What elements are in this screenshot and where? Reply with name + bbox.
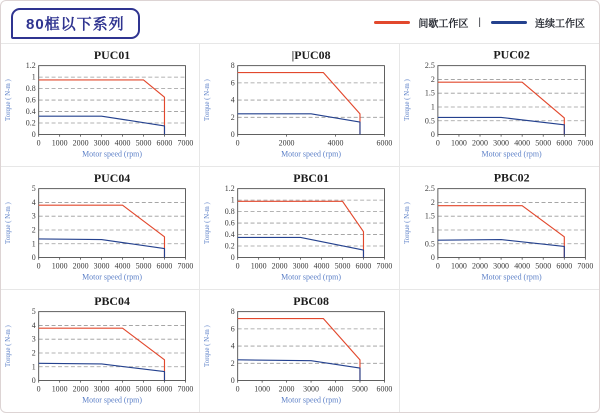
x-tick-label: 5000 (352, 384, 369, 394)
x-tick-label: 0 (236, 261, 240, 271)
chart-PBC01 (200, 167, 398, 289)
x-tick-label: 6000 (376, 384, 393, 394)
x-tick-label: 7000 (177, 261, 194, 271)
intermittent-curve (438, 82, 564, 134)
legend-separator: | (478, 17, 481, 28)
chart-title: PBC04 (94, 293, 130, 308)
intermittent-curve (39, 205, 165, 257)
x-axis-label: Motor speed (rpm) (481, 272, 542, 282)
x-tick-label: 4000 (114, 384, 131, 394)
y-tick-label: 0.8 (25, 84, 36, 94)
intermittent-curve (238, 73, 360, 135)
x-tick-label: 4000 (313, 261, 330, 271)
y-tick-label: 4 (231, 95, 236, 105)
y-tick-label: 1 (31, 362, 36, 372)
chart-grid (1, 43, 599, 412)
x-axis-label: Motor speed (rpm) (281, 272, 342, 282)
x-tick-label: 5000 (135, 138, 152, 148)
x-tick-label: 6000 (156, 138, 173, 148)
plot-border (39, 312, 186, 381)
x-axis-label: Motor speed (rpm) (481, 149, 542, 159)
x-tick-label: 7000 (177, 138, 194, 148)
continuous-curve (438, 117, 564, 134)
x-tick-label: 5000 (534, 138, 551, 148)
x-tick-label: 4000 (513, 261, 530, 271)
x-tick-label: 7000 (376, 261, 393, 271)
chart-PBC04 (1, 290, 199, 412)
y-tick-label: 3 (31, 211, 36, 221)
x-tick-label: 1000 (450, 138, 467, 148)
y-tick-label: 2 (430, 198, 435, 207)
y-tick-label: 5 (31, 307, 36, 317)
y-tick-label: 2 (430, 75, 435, 84)
x-tick-label: 2000 (471, 261, 488, 271)
y-tick-label: 8 (231, 307, 236, 317)
y-tick-label: 0.4 (25, 107, 36, 117)
chart-title: |PUC08 (291, 47, 331, 62)
chart-cell-PBC02 (400, 166, 599, 289)
x-tick-label: 3000 (292, 261, 309, 271)
continuous-curve (39, 363, 165, 380)
y-tick-label: 0.5 (424, 239, 435, 249)
plot-border (39, 189, 186, 258)
chart-title: PUC02 (493, 47, 530, 62)
chart-title: PBC01 (293, 170, 330, 185)
x-tick-label: 6000 (556, 261, 572, 271)
x-tick-label: 0 (435, 138, 440, 148)
x-tick-label: 4000 (327, 384, 344, 394)
x-tick-label: 2000 (272, 261, 288, 271)
chart-PUC01 (1, 44, 199, 166)
x-axis-label: Motor speed (rpm) (82, 149, 142, 159)
x-tick-label: 6000 (156, 384, 173, 394)
intermittent-legend-label: 间歇工作区 (418, 19, 469, 30)
x-axis-label: Motor speed (rpm) (82, 395, 142, 405)
plot-border (438, 189, 586, 258)
y-tick-label: 6 (231, 78, 236, 88)
y-tick-label: 2 (31, 225, 36, 235)
intermittent-line-swatch (374, 21, 410, 24)
y-tick-label: 0 (231, 130, 236, 140)
x-tick-label: 1000 (51, 138, 68, 148)
y-tick-label: 4 (31, 198, 36, 207)
y-tick-label: 8 (231, 61, 236, 71)
x-tick-label: 0 (236, 384, 240, 394)
x-tick-label: 0 (36, 138, 41, 148)
y-tick-label: 0.2 (25, 118, 36, 128)
chart-title: PUC04 (93, 170, 131, 185)
x-tick-label: 5000 (334, 261, 351, 271)
y-tick-label: 1.2 (25, 61, 36, 71)
x-tick-label: 7000 (577, 138, 593, 148)
y-tick-label: 0 (231, 376, 236, 386)
continuous-curve (39, 239, 165, 258)
x-tick-label: 7000 (177, 384, 194, 394)
y-axis-label: Torque ( N-m ) (204, 325, 212, 367)
x-tick-label: 1000 (51, 384, 68, 394)
y-tick-label: 1 (231, 195, 236, 205)
chart-cell-PUC01 (1, 43, 200, 166)
y-tick-label: 0.6 (25, 95, 36, 105)
x-tick-label: 6000 (556, 138, 572, 148)
y-tick-label: 1 (430, 102, 435, 112)
chart-cell-PBC01 (200, 166, 399, 289)
y-axis-label: Torque ( N-m ) (204, 202, 212, 244)
x-tick-label: 3000 (492, 261, 509, 271)
x-tick-label: 4000 (513, 138, 530, 148)
x-tick-label: 5000 (534, 261, 551, 271)
y-tick-label: 1 (31, 239, 36, 249)
x-tick-label: 4000 (114, 261, 131, 271)
x-axis-label: Motor speed (rpm) (82, 272, 142, 282)
x-tick-label: 2000 (72, 261, 89, 271)
y-tick-label: 2 (231, 358, 236, 368)
chart-title: PBC02 (493, 170, 530, 185)
x-tick-label: 3000 (303, 384, 320, 394)
chart-cell-PBC04 (1, 289, 200, 412)
x-tick-label: 1000 (450, 261, 467, 271)
y-tick-label: 0.5 (424, 116, 435, 126)
page-header (1, 1, 599, 43)
y-axis-label: Torque ( N-m ) (4, 325, 12, 367)
x-tick-label: 2000 (279, 384, 295, 394)
x-tick-label: 0 (36, 384, 41, 394)
y-axis-label: Torque ( N-m ) (204, 79, 212, 121)
chart-PUC02 (400, 44, 599, 166)
y-tick-label: 0 (430, 130, 435, 140)
x-tick-label: 6000 (376, 138, 393, 148)
y-axis-label: Torque ( N-m ) (403, 79, 411, 121)
y-tick-label: 0 (31, 253, 36, 263)
y-tick-label: 0.4 (225, 230, 236, 240)
x-tick-label: 0 (435, 261, 440, 271)
y-tick-label: 0 (231, 253, 236, 263)
y-tick-label: 2 (231, 112, 236, 122)
y-tick-label: 0 (31, 376, 36, 386)
x-tick-label: 3000 (492, 138, 509, 148)
series-title-badge: 80框以下系列 (11, 8, 140, 39)
chart-PBC08 (200, 290, 398, 412)
continuous-line-swatch (491, 21, 527, 24)
chart-PUC04 (1, 167, 199, 289)
x-tick-label: 7000 (577, 261, 593, 271)
intermittent-curve (238, 201, 364, 257)
chart-PBC02 (400, 167, 599, 289)
intermittent-curve (39, 80, 165, 135)
y-tick-label: 0 (430, 253, 435, 263)
x-tick-label: 2000 (279, 138, 295, 148)
y-tick-label: 0.8 (225, 207, 236, 217)
intermittent-curve (238, 319, 360, 381)
x-tick-label: 3000 (93, 261, 110, 271)
chart-title: PBC08 (293, 293, 330, 308)
x-tick-label: 3000 (93, 384, 110, 394)
y-tick-label: 0 (31, 130, 36, 140)
continuous-legend-label: 连续工作区 (535, 19, 585, 30)
continuous-curve (438, 240, 564, 258)
x-tick-label: 1000 (254, 384, 271, 394)
y-tick-label: 1 (430, 225, 435, 235)
y-tick-label: 3 (31, 334, 36, 344)
x-tick-label: 4000 (114, 138, 131, 148)
chart-cell-PBC08 (200, 289, 399, 412)
x-tick-label: 5000 (135, 384, 152, 394)
x-tick-label: 0 (36, 261, 41, 271)
chart-title: PUC01 (93, 47, 131, 62)
y-tick-label: 0.2 (225, 241, 236, 251)
y-tick-label: 1.2 (225, 184, 236, 194)
x-tick-label: 2000 (471, 138, 488, 148)
x-tick-label: 1000 (51, 261, 68, 271)
x-tick-label: 0 (236, 138, 240, 148)
y-tick-label: 0.6 (225, 218, 236, 228)
y-tick-label: 5 (31, 184, 36, 194)
chart-PUC08 (200, 44, 398, 166)
y-axis-label: Torque ( N-m ) (4, 202, 12, 244)
x-tick-label: 5000 (135, 261, 152, 271)
x-tick-label: 4000 (327, 138, 344, 148)
chart-cell-PUC08 (200, 43, 399, 166)
y-tick-label: 2.5 (424, 184, 435, 194)
legend (374, 15, 585, 30)
x-tick-label: 3000 (93, 138, 110, 148)
empty-cell (400, 289, 599, 412)
y-axis-label: Torque ( N-m ) (403, 202, 411, 244)
y-tick-label: 1 (31, 72, 36, 82)
x-tick-label: 1000 (251, 261, 267, 271)
y-tick-label: 4 (231, 341, 236, 351)
x-axis-label: Motor speed (rpm) (281, 395, 342, 405)
y-tick-label: 4 (31, 321, 36, 330)
intermittent-curve (39, 328, 165, 380)
x-tick-label: 6000 (355, 261, 372, 271)
x-tick-label: 6000 (156, 261, 173, 271)
y-tick-label: 2 (31, 348, 36, 358)
x-tick-label: 2000 (72, 138, 89, 148)
chart-cell-PUC04 (1, 166, 200, 289)
x-axis-label: Motor speed (rpm) (281, 149, 342, 159)
continuous-curve (39, 116, 165, 134)
y-tick-label: 1.5 (424, 88, 435, 98)
y-axis-label: Torque ( N-m ) (4, 79, 12, 121)
y-tick-label: 6 (231, 324, 236, 334)
y-tick-label: 2.5 (424, 61, 435, 71)
x-tick-label: 2000 (72, 384, 89, 394)
continuous-curve (238, 237, 364, 257)
chart-cell-PUC02 (400, 43, 599, 166)
intermittent-curve (438, 206, 564, 258)
y-tick-label: 1.5 (424, 211, 435, 221)
